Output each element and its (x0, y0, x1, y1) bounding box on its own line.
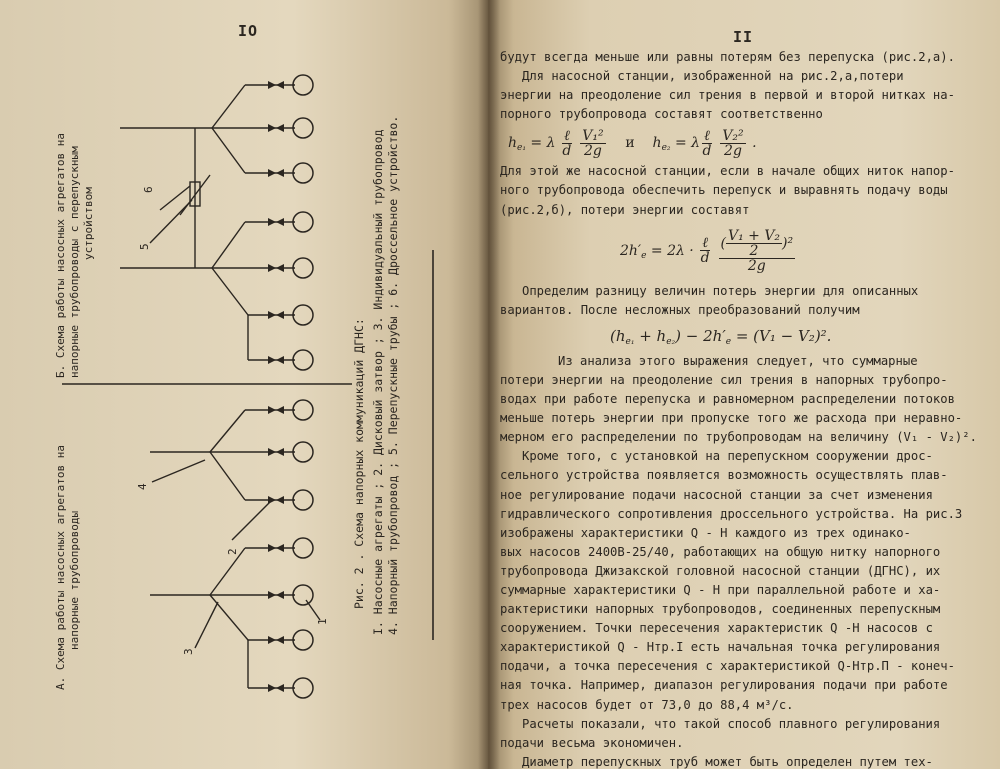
formula-difference: $(h_{e_1} + h_{e_2}) - 2h'_e = (V_1 - V_2)^2$. (610, 326, 832, 347)
pump-circle (293, 678, 313, 698)
text-line: ное регулирование подачи насосной станции за счет изменения (500, 487, 933, 502)
pump-circle (293, 442, 313, 462)
figure-caption-legend-line: 4. Напорный трубопровод ; 5. Перепускные трубы ; 6. Дроссельное устройство. (386, 115, 400, 635)
pump-circle (293, 490, 313, 510)
formula-bypass-losses: $2h'_e = 2\lambda$ · $\frac{\text{ℓ}}{d}$ ( $\frac{\text{V₁ + V₂}}{2}$ )² 2g (620, 227, 794, 274)
pump-circle (293, 400, 313, 420)
text-line: ная точка. Например, диапазон регулирования подачи при работе (500, 678, 948, 693)
text-line: потери энергии на преодоление сил трения в напорных трубопро- (500, 372, 948, 387)
text-line: порного трубопровода составят соответственно (500, 107, 823, 122)
pump-circle (293, 538, 313, 558)
pump-circle (293, 163, 313, 183)
schema-b-title-line: напорные трубопроводы с перепускным (68, 146, 81, 378)
text-line: мерном его распределении по трубопроводам на величину (V₁ - V₂)². (500, 430, 977, 445)
text-line: изображены характеристики Q - H каждого из трех одинако- (500, 525, 911, 540)
text-line: трех насосов будет от 73,0 до 88,4 м³/с. (500, 697, 794, 712)
page-number-left: IO (238, 22, 259, 40)
left-page (0, 0, 488, 769)
text-line: сооружением. Точки пересечения характеристик Q -H насосов с (500, 621, 933, 636)
text-line: подачи, а точка пересечения с характеристикой Q-Hтр.П - конеч- (500, 659, 955, 674)
text-line: (рис.2,б), потери энергии составят (500, 202, 750, 217)
text-line: Для насосной станции, изображенной на рис.2,а,потери (522, 69, 904, 84)
schema-a-title-line: А. Схема работы насосных агрегатов на (54, 444, 67, 690)
text-line: ного трубопровода обеспечить перепуск и выравнять подачу воды (500, 183, 948, 198)
text-line: рактеристики напорных трубопроводов, соединенных перепускным (500, 602, 941, 617)
text-line: трубопровода Джизакской головной насосной станции (ДГНС), их (500, 563, 941, 578)
pump-circle (293, 305, 313, 325)
pump-circle (293, 118, 313, 138)
schema-b-title-line: устройством (82, 187, 95, 260)
figure-caption-title: Рис. 2 . Схема напорных коммуникаций ДГНС: (352, 318, 366, 609)
label-5: 5 (138, 243, 151, 250)
body-text (500, 48, 985, 769)
text-line: гидравлического сопротивления дроссельного устройства. На рис.3 (500, 506, 963, 521)
page-number-right: II (733, 28, 754, 46)
text-line: Кроме того, с установкой на перепускном сооружении дрос- (522, 449, 933, 464)
label-1: 1 (316, 618, 329, 625)
label-2: 2 (226, 548, 239, 555)
pump-circle (293, 350, 313, 370)
pump-circle (293, 75, 313, 95)
text-line: суммарные характеристики Q - H при параллельной работе и ха- (500, 582, 941, 597)
pump-circle (293, 258, 313, 278)
label-6: 6 (142, 186, 155, 193)
text-line: подачи весьма экономичен. (500, 735, 684, 750)
text-line: Определим разницу величин потерь энергии для описанных (522, 283, 919, 298)
text-line: сельного устройства появляется возможность осуществлять плав- (500, 468, 948, 483)
label-3: 3 (182, 648, 195, 655)
text-line: вариантов. После несложных преобразований получим (500, 302, 860, 317)
label-4: 4 (136, 483, 149, 490)
schema-b-title-line: Б. Схема работы насосных агрегатов на (54, 132, 67, 378)
text-line: энергии на преодоление сил трения в первой и второй нитках на- (500, 88, 955, 103)
text-line: Из анализа этого выражения следует, что суммарные (558, 353, 918, 368)
pipeline-schematic (0, 0, 488, 769)
formula-head-losses: $h_{e_1} = \lambda$ $\frac{\text{ℓ}}{d}$ $\frac{\text{V₁²}}{2g}$ и $h_{e_2} = \lambda$ $\frac{\text{ℓ}}{d}$ $\frac{\text{V₂²}}{2g}$ . (508, 127, 757, 159)
text-line: Диаметр перепускных труб может быть определен путем тех- (522, 754, 933, 769)
right-page (488, 0, 1000, 769)
pump-circle (293, 212, 313, 232)
text-line: водах при работе перепуска и равномерном распределении потоков (500, 392, 955, 407)
formula-connector: и (625, 135, 635, 152)
text-line: вых насосов 2400В-25/40, работающих на общую нитку напорного (500, 544, 941, 559)
book-gutter (478, 0, 500, 769)
text-line: будут всегда меньше или равны потерям без перепуска (рис.2,а). (500, 50, 955, 64)
schema-a-title-line: напорные трубопроводы (68, 510, 81, 650)
pump-circle (293, 630, 313, 650)
text-line: характеристикой Q - Hтр.I есть начальная точка регулирования (500, 640, 941, 655)
figure-caption-legend-line: I. Насосные агрегаты ; 2. Дисковый затвор ; 3. Индивидуальный трубопровод (371, 129, 385, 635)
pump-circle (293, 585, 313, 605)
text-line: меньше потерь энергии при пропуске того же расхода при неравно- (500, 411, 963, 426)
text-line: Расчеты показали, что такой способ плавного регулирования (522, 716, 941, 731)
text-line: Для этой же насосной станции, если в начале общих ниток напор- (500, 164, 955, 179)
